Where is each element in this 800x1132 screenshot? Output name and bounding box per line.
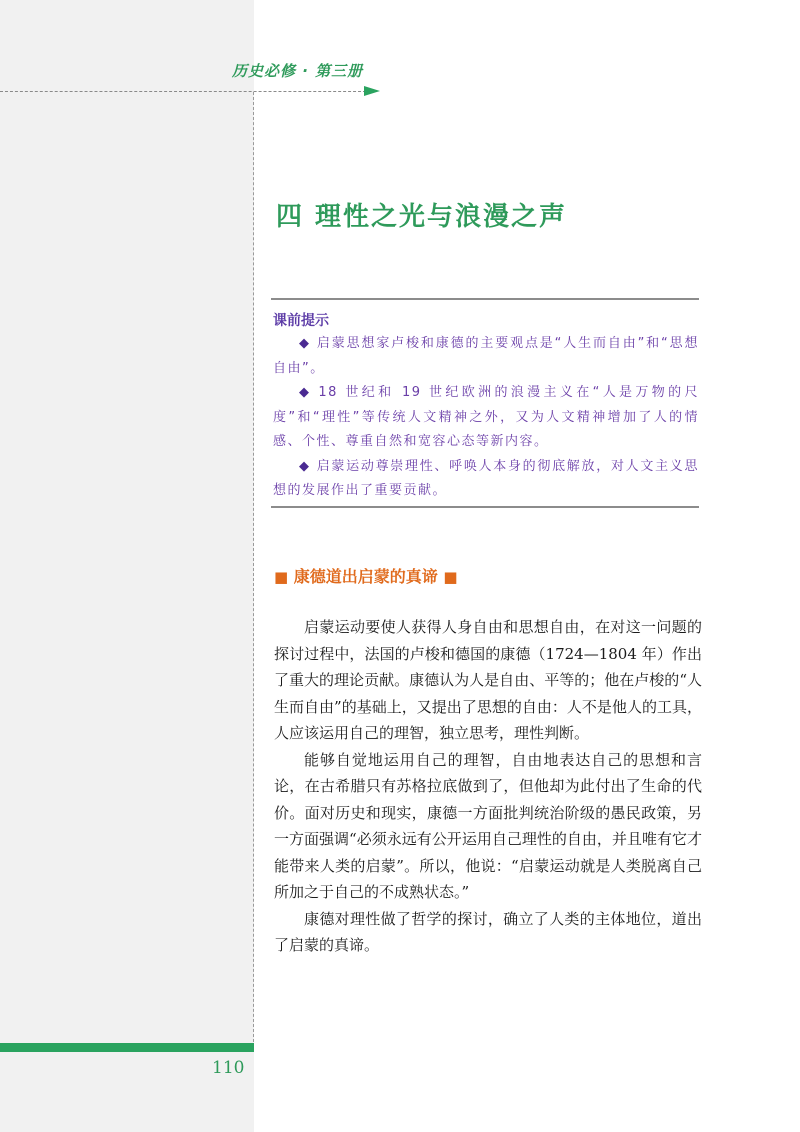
page-number: 110 [212,1058,245,1078]
diamond-bullet-icon: ◆ [299,458,311,474]
preview-point-text: 启蒙运动尊崇理性、呼唤人本身的彻底解放，对人文主义思想的发展作出了重要贡献。 [273,458,699,498]
preview-points [273,332,699,504]
square-marker-icon: ■ [443,568,458,586]
preview-point-text: 启蒙思想家卢梭和康德的主要观点是“人生而自由”和“思想自由”。 [273,336,699,376]
page-margin-strip [0,0,254,1132]
header-dashed-rule [0,91,366,92]
body-paragraph: 启蒙运动要使人获得人身自由和思想自由，在对这一问题的探讨过程中，法国的卢梭和德国的康德（1724—1804 年）作出了重大的理论贡献。康德认为人是自由、平等的；他在卢梭的“人生而自由”的基础上，又提出了思想的自由：人不是他人的工具，人应该运用自己的理智，独立思考，理性判断。 [274,618,702,742]
body-paragraph: 能够自觉地运用自己的理智，自由地表达自己的思想和言论，在古希腊只有苏格拉底做到了，但他却为此付出了生命的代价。面对历史和现实，康德一方面批判统治阶级的愚民政策，另一方面强调“必须永远有公开运用自己理性的自由，并且唯有它才能带来人类的启蒙”。所以，他说：“启蒙运动就是人类脱离自己所加之于自己的不成熟状态。” [274,750,702,901]
section-heading [274,564,458,587]
preview-point [273,455,699,504]
header-arrow-icon [364,86,380,96]
preview-point [273,381,699,455]
diamond-bullet-icon: ◆ [299,385,313,400]
body-paragraph: 康德对理性做了哲学的探讨，确立了人类的主体地位，道出了启蒙的真谛。 [274,909,702,954]
margin-dashed-rule [253,92,254,1047]
square-marker-icon: ■ [274,568,289,586]
preview-box [271,298,699,508]
section-heading-text: 康德道出启蒙的真谛 [293,567,438,586]
running-header-book-title: 历史必修 · 第三册 [232,62,364,80]
footer-green-bar [0,1043,254,1052]
preview-point-text: 18 世纪和 19 世纪欧洲的浪漫主义在“人是万物的尺度”和“理性”等传统人文精神之外，又为人文精神增加了人的情感、个性、尊重自然和宽容心态等新内容。 [273,385,699,449]
section-body [274,614,702,959]
diamond-bullet-icon: ◆ [299,336,311,351]
preview-point [273,332,699,381]
chapter-title: 四 理性之光与浪漫之声 [276,202,568,232]
preview-heading: 课前提示 [273,313,329,329]
